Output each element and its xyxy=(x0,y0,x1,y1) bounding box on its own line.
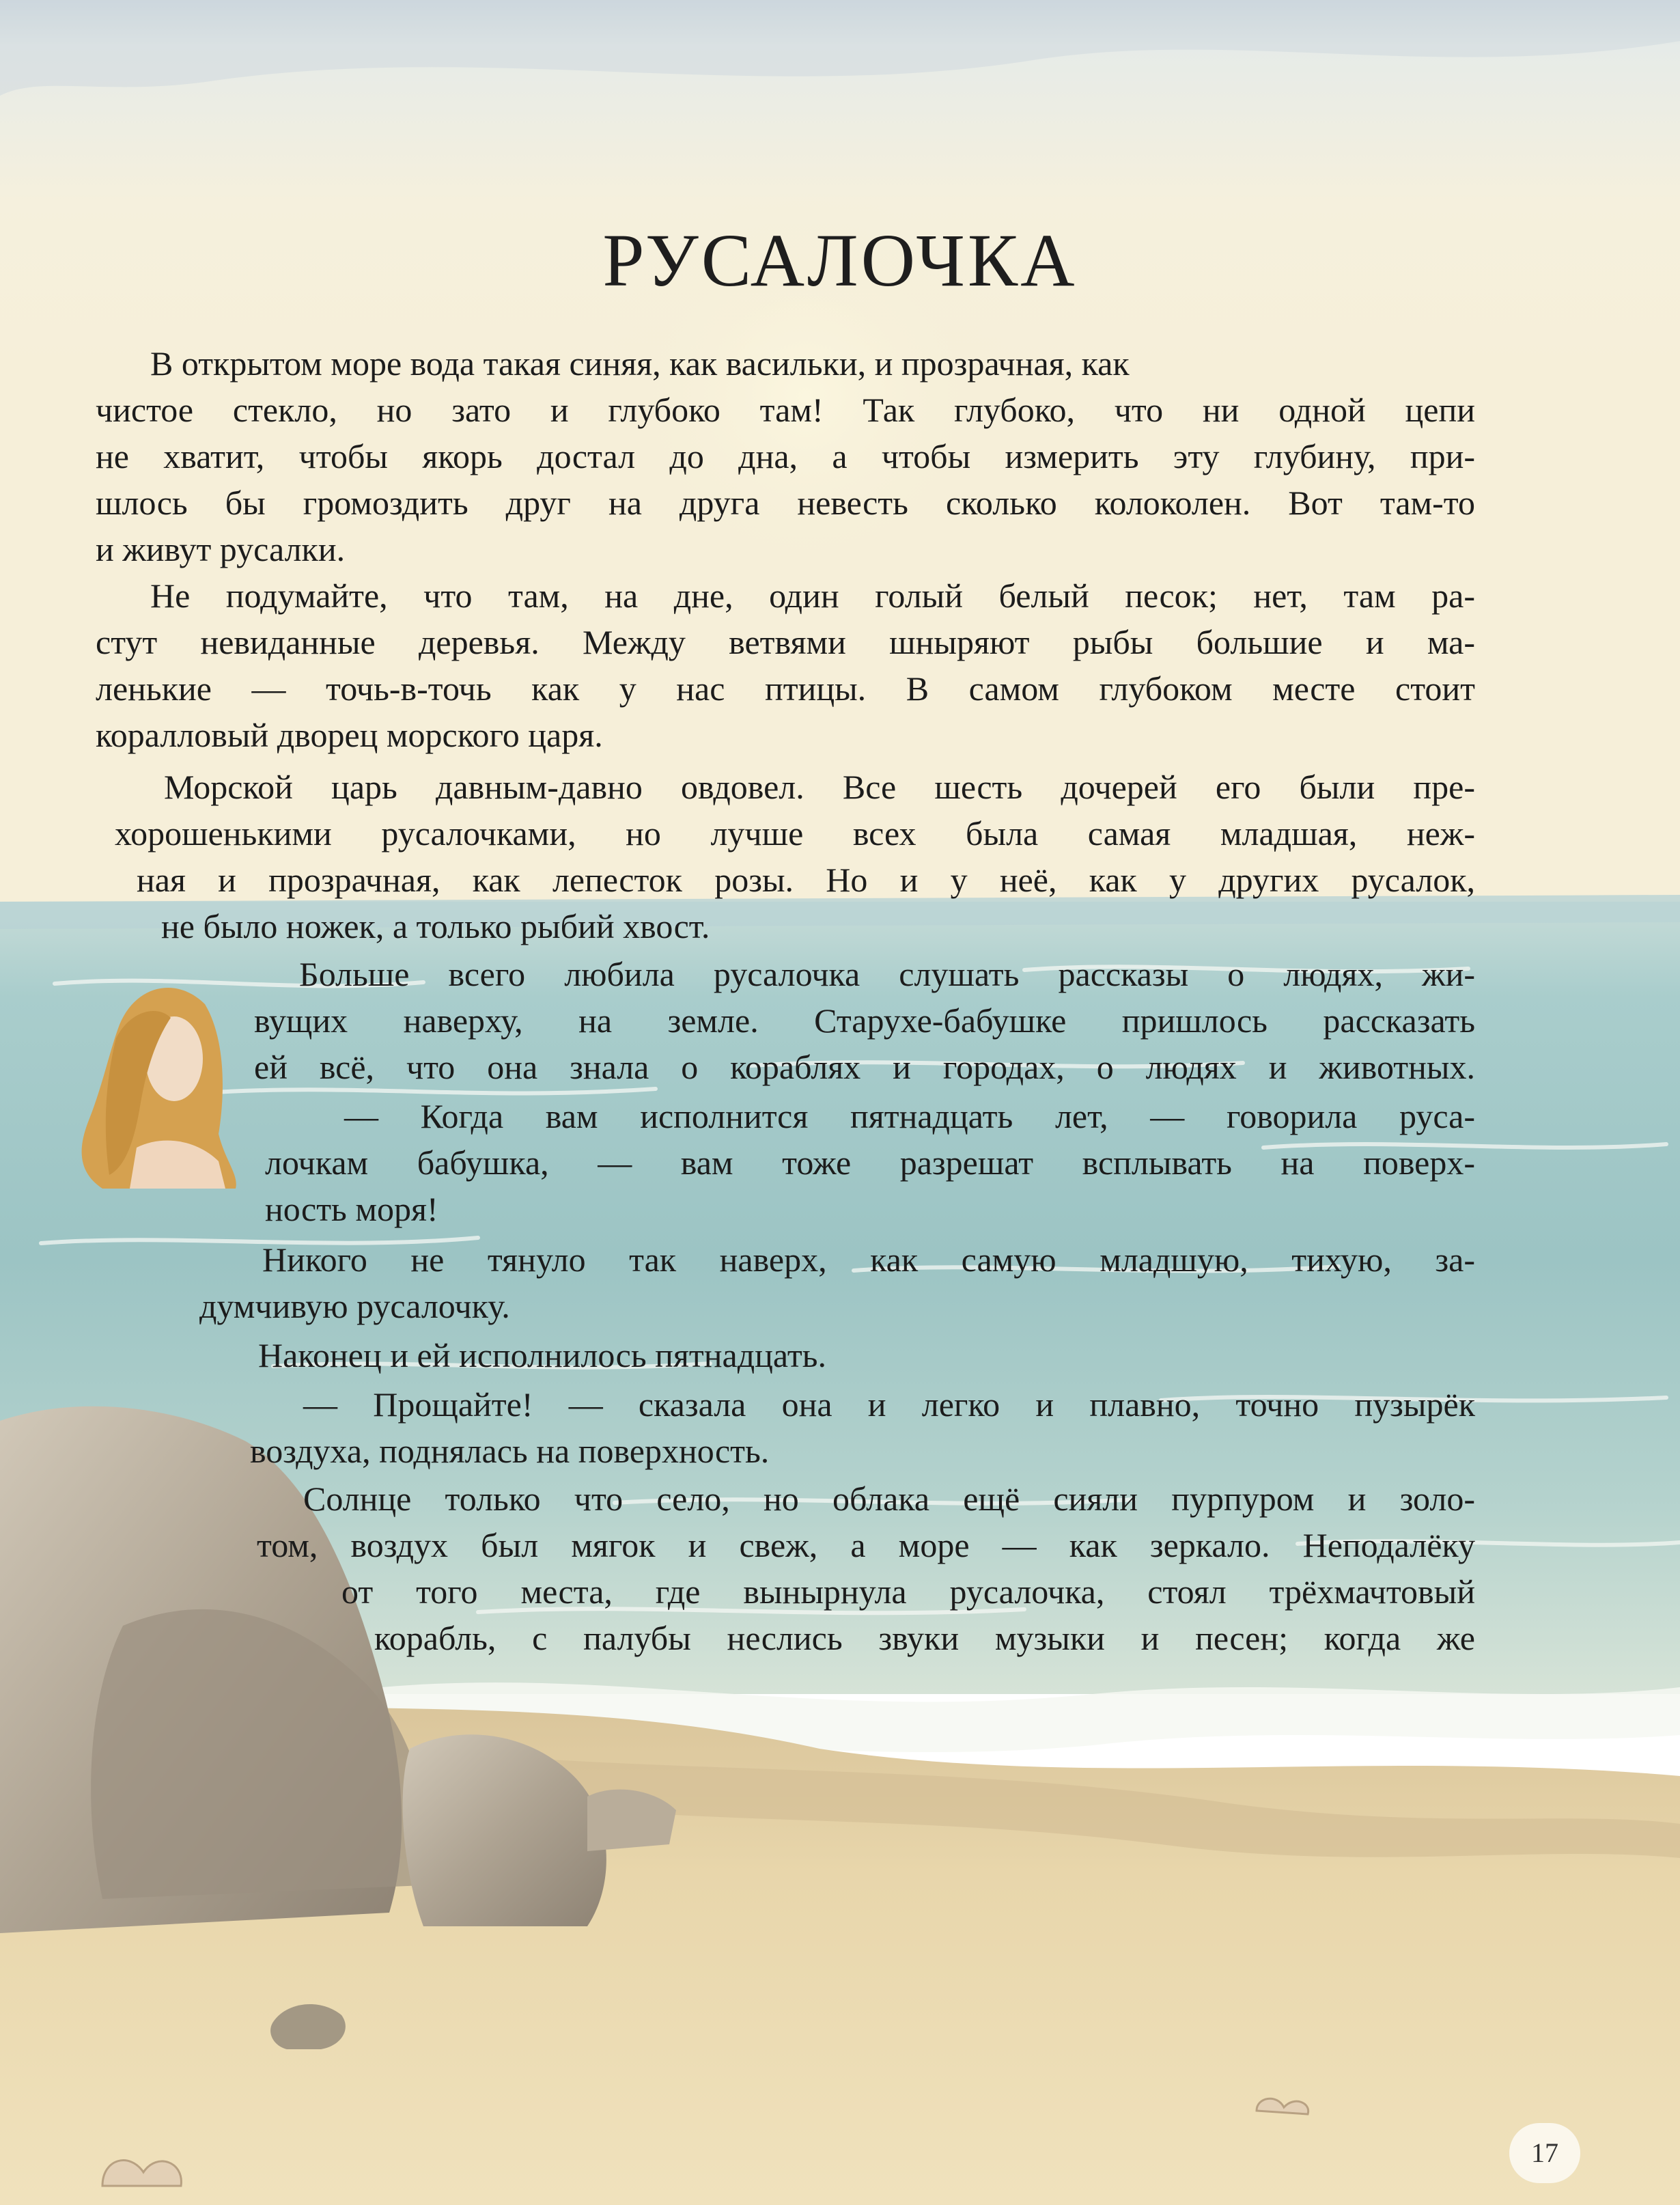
text-line: — Прощайте! — сказала она и легко и плавно, точно пузырёк xyxy=(303,1385,1475,1424)
text-line: В открытом море вода такая синяя, как васильки, и прозрачная, как xyxy=(150,344,1130,383)
text-line: Солнце только что село, но облака ещё сияли пурпуром и золо- xyxy=(303,1480,1475,1518)
text-line: ленькие — точь-в-точь как у нас птицы. В самом глубоком месте стоит xyxy=(96,669,1475,708)
text-line: хорошенькими русалочками, но лучше всех была самая младшая, неж- xyxy=(115,814,1475,852)
text-line: чистое стекло, но зато и глубоко там! Так глубоко, что ни одной цепи xyxy=(96,391,1475,429)
text-line: корабль, с палубы неслись звуки музыки и песен; когда же xyxy=(374,1619,1475,1657)
text-line: стут невиданные деревья. Между ветвями шныряют рыбы большие и ма- xyxy=(96,623,1475,661)
text-line: Не подумайте, что там, на дне, один голый белый песок; нет, там ра- xyxy=(150,577,1475,615)
text-line: воздуха, поднялась на поверхность. xyxy=(250,1432,770,1470)
text-line: ность моря! xyxy=(265,1190,438,1228)
page-title: РУСАЛОЧКА xyxy=(602,219,1078,302)
text-line: не хватит, чтобы якорь достал до дна, а чтобы измерить эту глубину, при- xyxy=(96,437,1475,475)
text-line: Никого не тянуло так наверх, как самую младшую, тихую, за- xyxy=(262,1240,1475,1279)
text-line: лочкам бабушка, — вам тоже разрешат всплывать на поверх- xyxy=(265,1143,1475,1182)
page-number: 17 xyxy=(1509,2123,1580,2183)
text-line: Наконец и ей исполнилось пятнадцать. xyxy=(258,1336,826,1374)
text-line: шлось бы громоздить друг на друга невесть сколько колоколен. Вот там-то xyxy=(96,484,1475,522)
text-line: том, воздух был мягок и свеж, а море — как зеркало. Неподалёку xyxy=(257,1526,1475,1564)
text-line: думчивую русалочку. xyxy=(199,1287,510,1325)
text-line: Больше всего любила русалочка слушать рассказы о людях, жи- xyxy=(299,955,1475,993)
text-line: коралловый дворец морского царя. xyxy=(96,716,603,754)
text-line: ей всё, что она знала о кораблях и городах, о людях и животных. xyxy=(254,1048,1475,1086)
text-line: не было ножек, а только рыбий хвост. xyxy=(161,907,710,945)
text-line: ная и прозрачная, как лепесток розы. Но и у неё, как у других русалок, xyxy=(137,861,1475,899)
text-line: и живут русалки. xyxy=(96,530,346,568)
text-line: — Когда вам исполнится пятнадцать лет, — говорила руса- xyxy=(344,1097,1475,1135)
text-line: вущих наверху, на земле. Старухе-бабушке пришлось рассказать xyxy=(254,1001,1475,1040)
text-line: от того места, где вынырнула русалочка, стоял трёхмачтовый xyxy=(341,1572,1475,1611)
text-line: Морской царь давным-давно овдовел. Все шесть дочерей его были пре- xyxy=(164,768,1475,806)
